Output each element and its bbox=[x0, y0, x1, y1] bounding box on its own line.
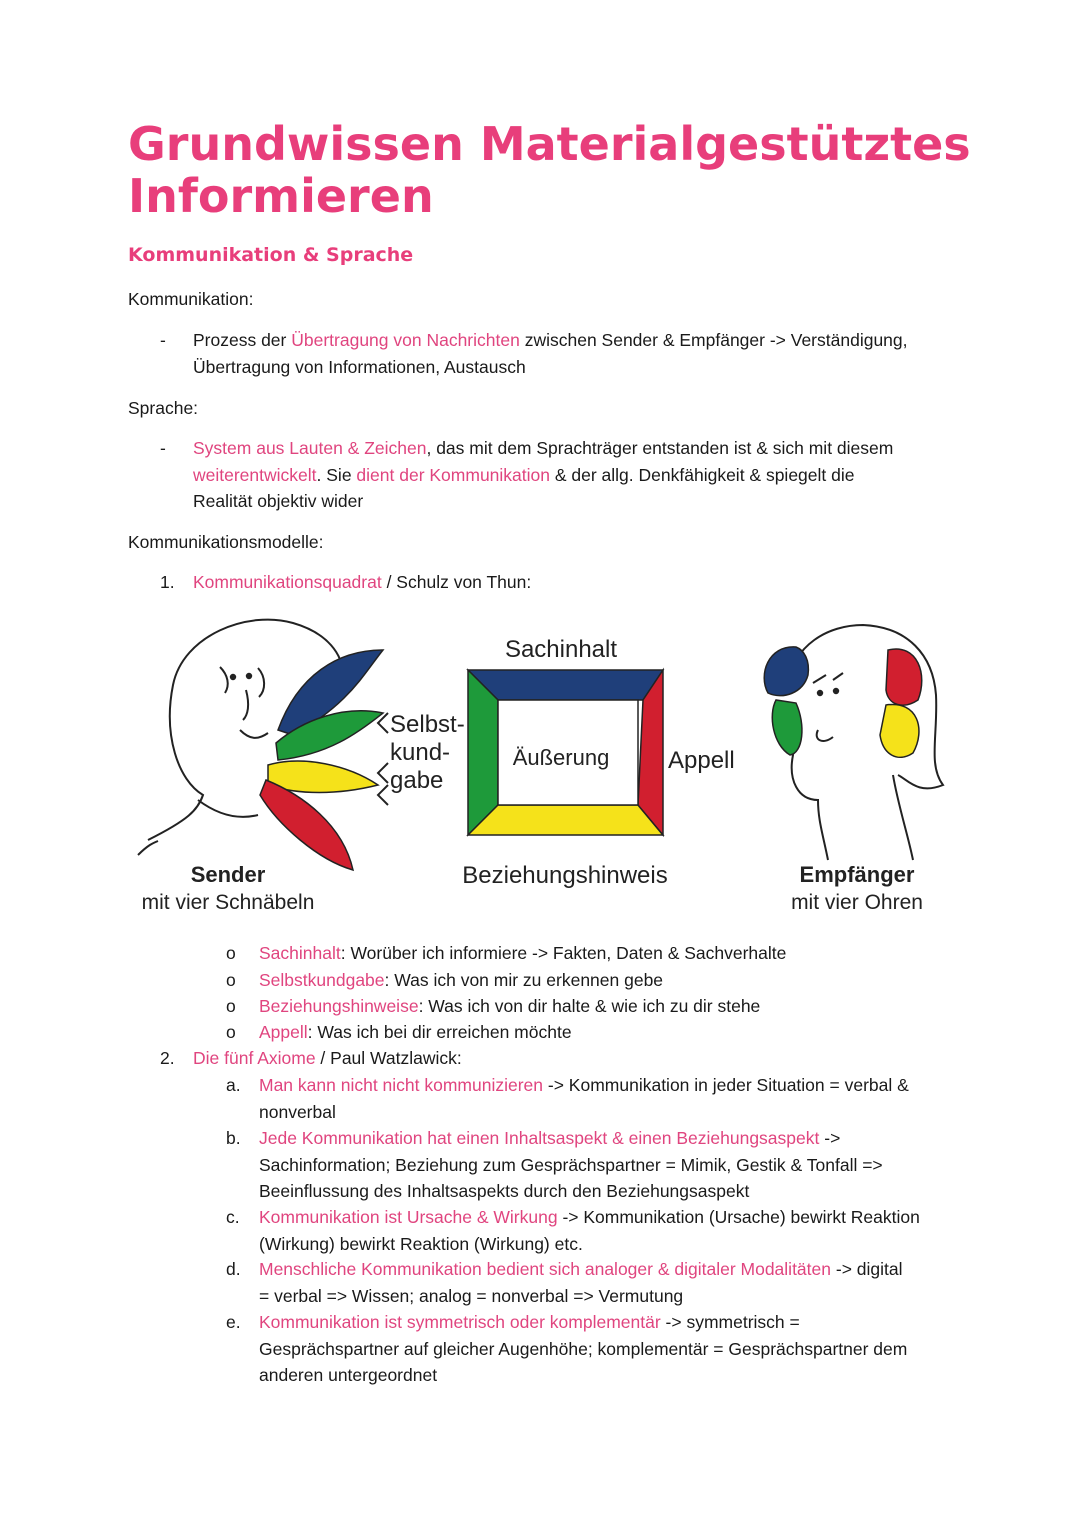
list-letter: b. bbox=[226, 1128, 241, 1148]
text-run: Übertragung von Informationen, Austausch bbox=[193, 356, 526, 377]
beak-red bbox=[260, 780, 353, 870]
axiom-e bbox=[259, 1309, 979, 1389]
highlight-text: Übertragung von Nachrichten bbox=[291, 330, 520, 350]
highlight-text: Beziehungshinweise bbox=[259, 996, 419, 1016]
axiom-c bbox=[259, 1204, 979, 1257]
circle-bullet: o bbox=[226, 970, 236, 990]
highlight-text: Die fünf Axiome bbox=[193, 1048, 316, 1068]
axiom-a bbox=[259, 1072, 979, 1125]
text-run: , das mit dem Sprachträger entstanden ist & sich mit diesem bbox=[426, 438, 894, 458]
square-top-blue bbox=[468, 670, 663, 700]
dash-bullet: - bbox=[160, 330, 166, 350]
list-number: 1. bbox=[160, 572, 175, 592]
label-sender: Sender bbox=[190, 862, 266, 887]
list-letter: e. bbox=[226, 1312, 241, 1332]
text-run: nonverbal bbox=[259, 1101, 336, 1122]
highlight-text: System aus Lauten & Zeichen bbox=[193, 438, 427, 458]
text-run: : Was ich bei dir erreichen möchte bbox=[307, 1022, 572, 1042]
label-selbstkundgabe-3: gabe bbox=[390, 767, 444, 794]
text-run: / Paul Watzlawick: bbox=[315, 1048, 462, 1068]
kommunikation-label: Kommunikation: bbox=[128, 289, 254, 309]
text-run: Realität objektiv wider bbox=[193, 491, 364, 511]
highlight-text: Man kann nicht nicht kommunizieren bbox=[259, 1075, 544, 1095]
text-run: : Was ich von dir halte & wie ich zu dir stehe bbox=[418, 996, 761, 1016]
highlight-text: dient der Kommunikation bbox=[356, 464, 550, 485]
kommunikationsquadrat-diagram bbox=[128, 605, 958, 925]
label-empfaenger: Empfänger bbox=[799, 862, 915, 887]
list-item bbox=[259, 967, 663, 994]
text-run: (Wirkung) bewirkt Reaktion (Wirkung) etc. bbox=[259, 1233, 583, 1254]
text-run: : Worüber ich informiere -> Fakten, Daten & Sachverhalte bbox=[340, 943, 787, 963]
text-run: Beeinflussung des Inhaltsaspekts durch den Beziehungsaspekt bbox=[259, 1181, 750, 1201]
text-run: Prozess der bbox=[193, 330, 292, 350]
axiom-d bbox=[259, 1256, 979, 1309]
highlight-text: Menschliche Kommunikation bedient sich analoger & digitaler Modalitäten bbox=[259, 1259, 831, 1279]
list-letter: a. bbox=[226, 1075, 241, 1095]
highlight-text: Selbstkundgabe bbox=[259, 970, 385, 990]
label-sender-sub: mit vier Schnäbeln bbox=[141, 891, 315, 914]
text-run: -> Kommunikation (Ursache) bewirkt Reaktion bbox=[557, 1207, 920, 1227]
text-run: -> symmetrisch = bbox=[660, 1312, 800, 1332]
label-selbstkundgabe-1: Selbst- bbox=[390, 711, 465, 738]
modell-2-heading bbox=[193, 1045, 462, 1072]
pointer-arrows bbox=[378, 713, 388, 805]
modelle-label: Kommunikationsmodelle: bbox=[128, 532, 324, 552]
ear-green bbox=[772, 700, 802, 755]
circle-bullet: o bbox=[226, 943, 236, 963]
highlight-text: Sachinhalt bbox=[259, 943, 341, 963]
ear-yellow bbox=[880, 704, 919, 757]
circle-bullet: o bbox=[226, 996, 236, 1016]
text-run: anderen untergeordnet bbox=[259, 1365, 438, 1385]
text-run: zwischen Sender & Empfänger -> Verständigung, bbox=[519, 330, 908, 350]
highlight-text: Kommunikationsquadrat bbox=[193, 572, 382, 592]
beak-yellow bbox=[268, 761, 378, 792]
highlight-text: weiterentwickelt bbox=[193, 464, 317, 485]
label-sachinhalt: Sachinhalt bbox=[504, 636, 618, 663]
circle-bullet: o bbox=[226, 1022, 236, 1042]
kommunikation-definition bbox=[193, 327, 973, 380]
axiom-b bbox=[259, 1125, 979, 1205]
list-item bbox=[259, 993, 760, 1020]
text-run: / Schulz von Thun: bbox=[381, 572, 532, 592]
list-number: 2. bbox=[160, 1048, 175, 1068]
highlight-text: Kommunikation ist Ursache & Wirkung bbox=[259, 1207, 558, 1227]
square-bottom-yellow bbox=[468, 805, 663, 835]
text-run: -> bbox=[819, 1128, 841, 1148]
list-item bbox=[259, 1019, 572, 1046]
text-run: & der allg. Denkfähigkeit & spiegelt die bbox=[550, 464, 855, 485]
label-appell: Appell bbox=[668, 747, 735, 774]
label-beziehungshinweis: Beziehungshinweis bbox=[462, 862, 668, 889]
highlight-text: Kommunikation ist symmetrisch oder komplementär bbox=[259, 1312, 661, 1332]
highlight-text: Appell bbox=[259, 1022, 308, 1042]
text-run: Sachinformation; Beziehung zum Gesprächspartner = Mimik, Gestik & Tonfall => bbox=[259, 1154, 883, 1175]
list-item bbox=[259, 940, 786, 967]
list-letter: d. bbox=[226, 1259, 241, 1279]
ear-red bbox=[886, 649, 922, 705]
label-aeusserung: Äußerung bbox=[512, 745, 610, 770]
ear-blue bbox=[764, 647, 808, 696]
dash-bullet: - bbox=[160, 438, 166, 458]
list-letter: c. bbox=[226, 1207, 240, 1227]
modell-1-heading bbox=[193, 569, 531, 596]
sprache-definition bbox=[193, 435, 973, 515]
text-run: : Was ich von mir zu erkennen gebe bbox=[384, 970, 664, 990]
text-run: . Sie bbox=[316, 464, 357, 485]
sprache-label: Sprache: bbox=[128, 398, 199, 418]
text-run: -> digital bbox=[831, 1259, 903, 1279]
section-heading: Kommunikation & Sprache bbox=[128, 244, 414, 266]
highlight-text: Jede Kommunikation hat einen Inhaltsaspekt & einen Beziehungsaspekt bbox=[259, 1128, 820, 1148]
label-empfaenger-sub: mit vier Ohren bbox=[791, 891, 923, 914]
sender-beaks-icon bbox=[260, 650, 383, 870]
receiver-ears-icon bbox=[764, 647, 922, 757]
text-run: -> Kommunikation in jeder Situation = verbal & bbox=[543, 1075, 909, 1095]
page-title: Grundwissen Materialgestütztes Informieren bbox=[128, 117, 971, 223]
text-run: Gesprächspartner auf gleicher Augenhöhe; komplementär = Gesprächspartner dem bbox=[259, 1338, 908, 1359]
text-run: = verbal => Wissen; analog = nonverbal => Vermutung bbox=[259, 1285, 684, 1306]
label-selbstkundgabe-2: kund- bbox=[390, 739, 451, 766]
